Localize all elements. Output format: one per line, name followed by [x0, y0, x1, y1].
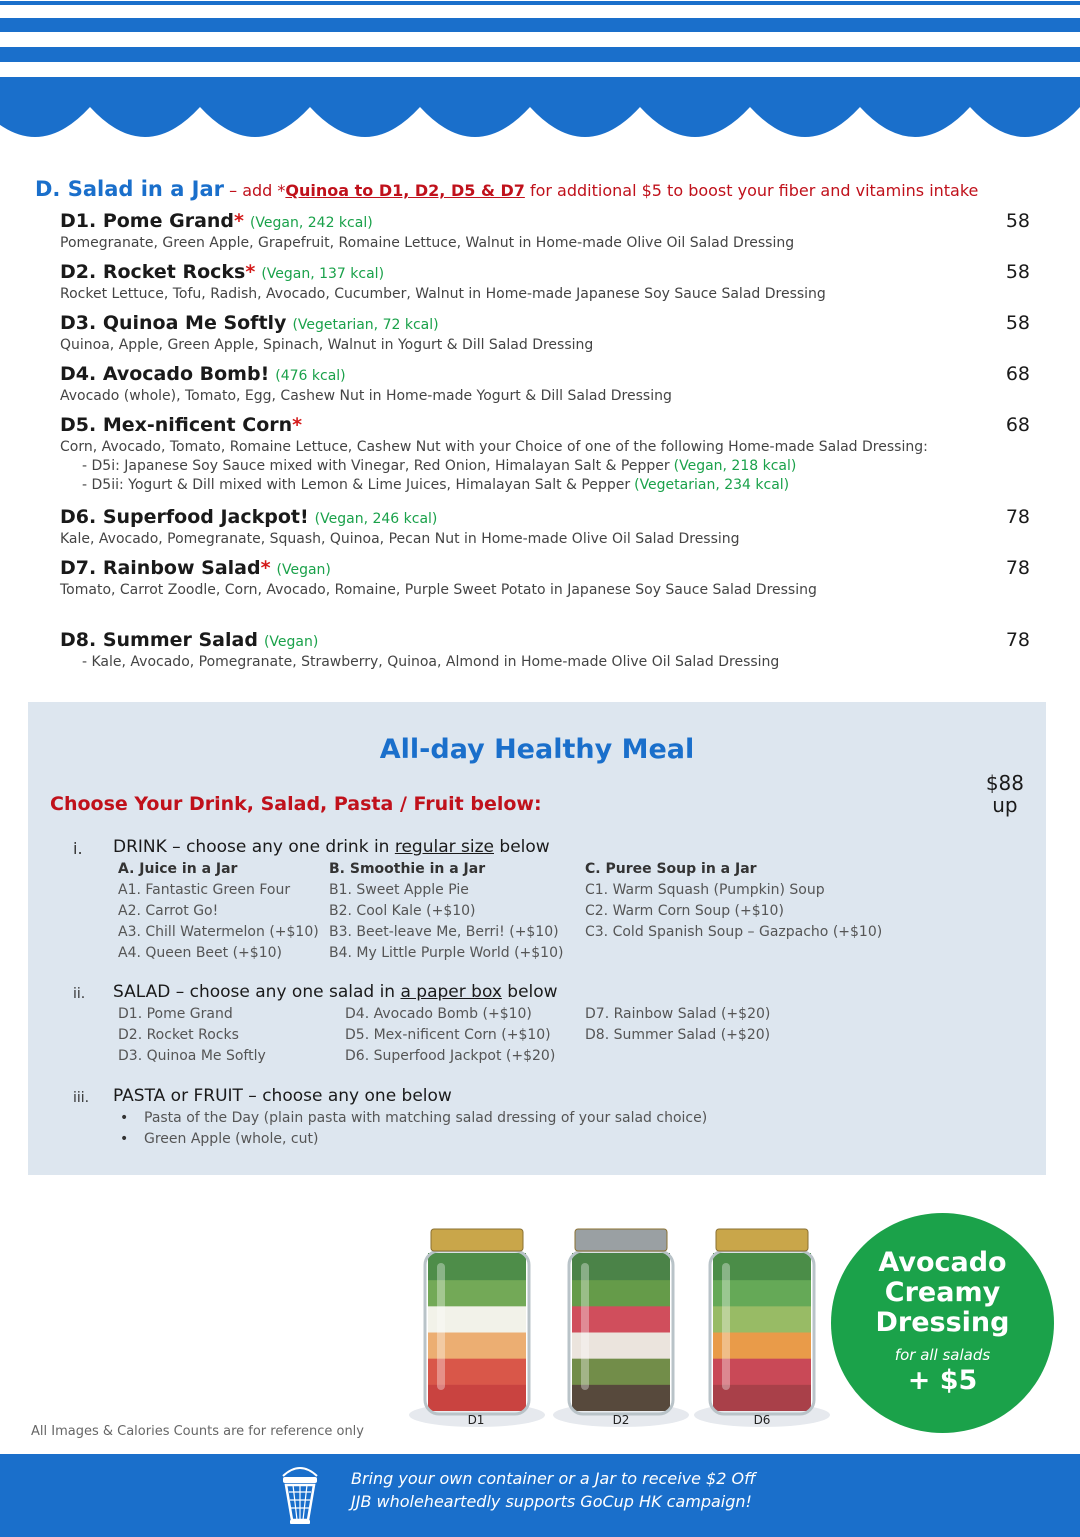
- section-d-heading: [35, 177, 978, 201]
- step-number-salad: ii.: [73, 986, 86, 1002]
- list-item: D6. Superfood Jackpot (+$20): [345, 1048, 556, 1064]
- meal-price-up: up: [992, 793, 1018, 817]
- item-diet-tag: (Vegan): [276, 562, 331, 578]
- item-price: 58: [1005, 261, 1030, 283]
- meal-price: [986, 772, 1024, 816]
- column-header: A. Juice in a Jar: [118, 861, 238, 877]
- meal-choose-heading: Choose Your Drink, Salad, Pasta / Fruit below:: [50, 793, 542, 815]
- item-price: 58: [1005, 312, 1030, 334]
- salad-title-b: below: [501, 982, 558, 1002]
- drink-column-smoothie: [329, 859, 563, 964]
- option-text: - D5ii: Yogurt & Dill mixed with Lemon & Lime Juices, Himalayan Salt & Pepper: [82, 477, 631, 493]
- item-price: 58: [1005, 210, 1030, 232]
- list-item: B4. My Little Purple World (+$10): [329, 945, 564, 961]
- step-title-salad: [113, 982, 558, 1002]
- pasta-fruit-list: [120, 1108, 707, 1150]
- item-name: D2. Rocket Rocks: [60, 261, 246, 283]
- jar-highlight: [722, 1263, 730, 1390]
- list-item: D3. Quinoa Me Softly: [118, 1048, 266, 1064]
- jar-lid: [575, 1229, 667, 1251]
- item-diet-tag: (Vegetarian, 72 kcal): [292, 317, 439, 333]
- step-number-drink: i.: [73, 839, 83, 858]
- item-diet-tag: (Vegan): [263, 634, 319, 650]
- promo-line-3: Dressing: [875, 1307, 1010, 1338]
- item-description: Pomegranate, Green Apple, Grapefruit, Romaine Lettuce, Walnut in Home-made Olive Oil Salad Dressing: [60, 235, 795, 251]
- list-item: A1. Fantastic Green Four: [118, 882, 291, 898]
- footer-line-2: JJB wholeheartedly supports GoCup HK campaign!: [351, 1492, 752, 1511]
- salad-title-underlined: a paper box: [400, 982, 502, 1002]
- item-name: D4. Avocado Bomb!: [60, 363, 270, 385]
- list-item: B1. Sweet Apple Pie: [329, 882, 469, 898]
- section-d-title: D. Salad in a Jar: [35, 177, 225, 201]
- item-price: 78: [1005, 557, 1030, 579]
- menu-item-d2: [60, 261, 1040, 302]
- quinoa-star: *: [292, 414, 303, 436]
- item-name: D8. Summer Salad: [60, 629, 258, 651]
- footer-line-1: Bring your own container or a Jar to receive $2 Off: [351, 1469, 756, 1488]
- list-item: D4. Avocado Bomb (+$10): [345, 1006, 532, 1022]
- avocado-dressing-promo: [831, 1213, 1054, 1433]
- item-price: 68: [1005, 363, 1030, 385]
- item-price: 68: [1005, 414, 1030, 436]
- list-item: D8. Summer Salad (+$20): [585, 1027, 771, 1043]
- all-day-healthy-meal-box: [28, 702, 1046, 1175]
- quinoa-star: *: [245, 261, 256, 283]
- menu-item-d8: [60, 629, 1040, 670]
- drink-title-a: DRINK – choose any one drink in: [113, 837, 395, 857]
- item-diet-tag: (476 kcal): [275, 368, 346, 384]
- list-item: D2. Rocket Rocks: [118, 1027, 239, 1043]
- section-d-subtitle-prefix: – add *: [224, 181, 286, 200]
- option-diet-tag: (Vegan, 218 kcal): [673, 458, 797, 474]
- jar-lid: [431, 1229, 523, 1251]
- dressing-option-d5i: [82, 458, 1040, 474]
- item-name: D6. Superfood Jackpot!: [60, 506, 309, 528]
- menu-item-d7: [60, 557, 1040, 598]
- step-number-pasta: iii.: [73, 1090, 90, 1106]
- promo-line-1: Avocado: [878, 1247, 1007, 1278]
- step-title-pasta: PASTA or FRUIT – choose any one below: [113, 1086, 452, 1106]
- jar-highlight: [581, 1263, 589, 1390]
- column-header: C. Puree Soup in a Jar: [585, 861, 757, 877]
- gocup-cup-icon: [277, 1462, 323, 1526]
- column-header: B. Smoothie in a Jar: [329, 861, 486, 877]
- step-title-drink: [113, 837, 550, 857]
- salad-column-2: [345, 1004, 555, 1067]
- item-price: 78: [1005, 629, 1030, 651]
- footer-banner: [0, 1454, 1080, 1537]
- item-price: 78: [1005, 506, 1030, 528]
- jar-label-d1: D1: [467, 1413, 485, 1427]
- salad-title-a: SALAD – choose any one salad in: [113, 982, 401, 1002]
- item-description: Rocket Lettuce, Tofu, Radish, Avocado, Cucumber, Walnut in Home-made Japanese Soy Sauce Salad Dressing: [60, 286, 826, 302]
- menu-item-d6: [60, 506, 1040, 547]
- item-name: D7. Rainbow Salad: [60, 557, 261, 579]
- promo-subtext: for all salads: [894, 1346, 991, 1364]
- item-description: Tomato, Carrot Zoodle, Corn, Avocado, Romaine, Purple Sweet Potato in Japanese Soy Sauce Salad Dressing: [60, 582, 817, 598]
- jar-label-d2: D2: [612, 1413, 630, 1427]
- drink-title-b: below: [494, 837, 550, 857]
- promo-price: + $5: [907, 1365, 978, 1396]
- meal-price-amount: $88: [985, 771, 1024, 795]
- drink-column-juice: [118, 859, 319, 964]
- list-item: C1. Warm Squash (Pumpkin) Soup: [585, 882, 825, 898]
- quinoa-addon-link: Quinoa to D1, D2, D5 & D7: [285, 181, 525, 200]
- item-description: Corn, Avocado, Tomato, Romaine Lettuce, Cashew Nut with your Choice of one of the following Home-made Salad Dressing:: [60, 439, 928, 455]
- menu-item-d5: [60, 414, 1040, 493]
- jar-label-d6: D6: [753, 1413, 771, 1427]
- option-diet-tag: (Vegetarian, 234 kcal): [634, 477, 790, 493]
- list-item: B2. Cool Kale (+$10): [329, 903, 476, 919]
- item-diet-tag: (Vegan, 242 kcal): [249, 215, 373, 231]
- item-name: D1. Pome Grand: [60, 210, 235, 232]
- jar-highlight: [437, 1263, 445, 1390]
- list-item: A4. Queen Beet (+$10): [118, 945, 282, 961]
- list-item: B3. Beet-leave Me, Berri! (+$10): [329, 924, 559, 940]
- list-item: C2. Warm Corn Soup (+$10): [585, 903, 784, 919]
- menu-item-d1: [60, 210, 1040, 251]
- item-diet-tag: (Vegan, 137 kcal): [261, 266, 385, 282]
- list-item: A2. Carrot Go!: [118, 903, 219, 919]
- list-item: D5. Mex-nificent Corn (+$10): [345, 1027, 551, 1043]
- salad-column-1: [118, 1004, 266, 1067]
- menu-item-d4: [60, 363, 1040, 404]
- salad-jars-illustration: [400, 1225, 840, 1435]
- salad-column-3: [585, 1004, 770, 1046]
- awning-decoration: [0, 0, 1080, 145]
- item-description: Kale, Avocado, Pomegranate, Squash, Quinoa, Pecan Nut in Home-made Olive Oil Salad Dressing: [60, 531, 740, 547]
- list-item: • Green Apple (whole, cut): [120, 1129, 707, 1150]
- jar-lid: [716, 1229, 808, 1251]
- list-item: D7. Rainbow Salad (+$20): [585, 1006, 771, 1022]
- item-diet-tag: (Vegan, 246 kcal): [314, 511, 438, 527]
- item-name: D5. Mex-nificent Corn: [60, 414, 293, 436]
- option-text: - D5i: Japanese Soy Sauce mixed with Vinegar, Red Onion, Himalayan Salt & Pepper: [82, 458, 670, 474]
- item-description: - Kale, Avocado, Pomegranate, Strawberry, Quinoa, Almond in Home-made Olive Oil Salad Dressing: [82, 654, 780, 670]
- item-description: Quinoa, Apple, Green Apple, Spinach, Walnut in Yogurt & Dill Salad Dressing: [60, 337, 594, 353]
- dressing-option-d5ii: [82, 477, 1040, 493]
- list-item: • Pasta of the Day (plain pasta with matching salad dressing of your salad choice): [120, 1108, 707, 1129]
- list-item: C3. Cold Spanish Soup – Gazpacho (+$10): [585, 924, 883, 940]
- list-item: D1. Pome Grand: [118, 1006, 233, 1022]
- promo-line-2: Creamy: [884, 1277, 1001, 1308]
- meal-title: All-day Healthy Meal: [379, 734, 695, 765]
- quinoa-star: *: [260, 557, 271, 579]
- item-name: D3. Quinoa Me Softly: [60, 312, 287, 334]
- reference-disclaimer: All Images & Calories Counts are for reference only: [31, 1424, 364, 1439]
- section-d-subtitle-suffix: for additional $5 to boost your fiber and vitamins intake: [524, 181, 979, 200]
- drink-column-soup: [585, 859, 882, 943]
- list-item: A3. Chill Watermelon (+$10): [118, 924, 319, 940]
- menu-item-d3: [60, 312, 1040, 353]
- item-description: Avocado (whole), Tomato, Egg, Cashew Nut in Home-made Yogurt & Dill Salad Dressing: [60, 388, 672, 404]
- quinoa-star: *: [234, 210, 244, 232]
- drink-title-underlined: regular size: [394, 837, 494, 857]
